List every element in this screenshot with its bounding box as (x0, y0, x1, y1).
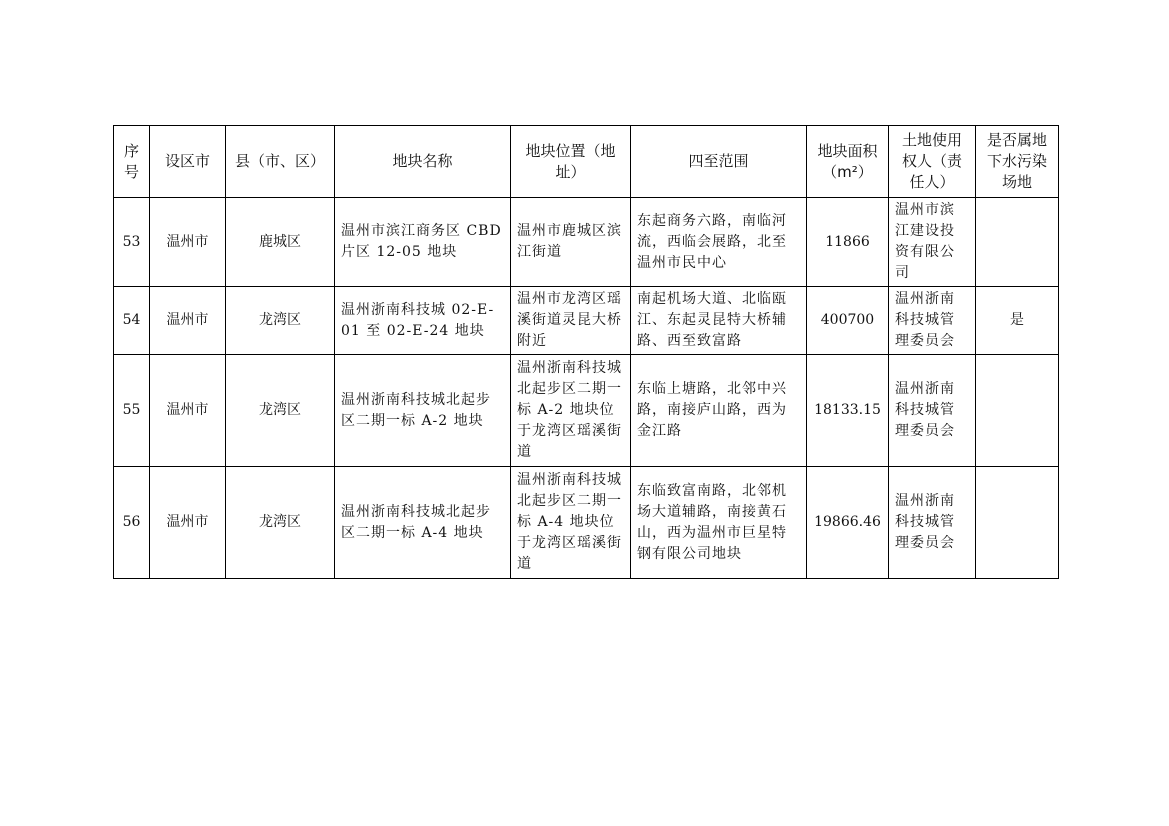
cell-city: 温州市 (150, 355, 226, 467)
table-row (114, 467, 1059, 579)
header-seq: 序号 (114, 126, 150, 198)
cell-county: 龙湾区 (226, 467, 335, 579)
cell-name: 温州浙南科技城 02-E-01 至 02-E-24 地块 (335, 287, 511, 355)
cell-groundwater: 是 (976, 287, 1059, 355)
cell-seq: 54 (114, 287, 150, 355)
header-area: 地块面积（m²） (807, 126, 889, 198)
cell-area: 18133.15 (807, 355, 889, 467)
header-location: 地块位置（地址） (511, 126, 631, 198)
table-header-row (114, 126, 1059, 198)
cell-location: 温州浙南科技城北起步区二期一标 A-2 地块位于龙湾区瑶溪街道 (511, 355, 631, 467)
cell-owner: 温州浙南科技城管理委员会 (889, 355, 976, 467)
cell-bounds: 南起机场大道、北临瓯江、东起灵昆特大桥辅路、西至致富路 (631, 287, 807, 355)
header-bounds: 四至范围 (631, 126, 807, 198)
cell-name: 温州浙南科技城北起步区二期一标 A-4 地块 (335, 467, 511, 579)
cell-area: 19866.46 (807, 467, 889, 579)
cell-county: 鹿城区 (226, 198, 335, 287)
table-row (114, 287, 1059, 355)
table-row (114, 198, 1059, 287)
cell-location: 温州浙南科技城北起步区二期一标 A-4 地块位于龙湾区瑶溪街道 (511, 467, 631, 579)
table-row (114, 355, 1059, 467)
cell-groundwater (976, 355, 1059, 467)
cell-location: 温州市龙湾区瑶溪街道灵昆大桥附近 (511, 287, 631, 355)
cell-bounds: 东临致富南路，北邻机场大道辅路，南接黄石山，西为温州市巨星特钢有限公司地块 (631, 467, 807, 579)
cell-county: 龙湾区 (226, 355, 335, 467)
cell-name: 温州浙南科技城北起步区二期一标 A-2 地块 (335, 355, 511, 467)
header-city: 设区市 (150, 126, 226, 198)
cell-city: 温州市 (150, 287, 226, 355)
cell-seq: 55 (114, 355, 150, 467)
cell-county: 龙湾区 (226, 287, 335, 355)
cell-bounds: 东临上塘路，北邻中兴路，南接庐山路，西为金江路 (631, 355, 807, 467)
header-county: 县（市、区） (226, 126, 335, 198)
header-owner: 土地使用权人（责任人） (889, 126, 976, 198)
cell-seq: 56 (114, 467, 150, 579)
cell-owner: 温州市滨江建设投资有限公司 (889, 198, 976, 287)
cell-groundwater (976, 198, 1059, 287)
cell-owner: 温州浙南科技城管理委员会 (889, 467, 976, 579)
cell-owner: 温州浙南科技城管理委员会 (889, 287, 976, 355)
cell-groundwater (976, 467, 1059, 579)
header-name: 地块名称 (335, 126, 511, 198)
cell-seq: 53 (114, 198, 150, 287)
land-parcel-table (113, 125, 1059, 579)
cell-name: 温州市滨江商务区 CBD 片区 12-05 地块 (335, 198, 511, 287)
cell-city: 温州市 (150, 198, 226, 287)
cell-location: 温州市鹿城区滨江街道 (511, 198, 631, 287)
cell-city: 温州市 (150, 467, 226, 579)
cell-area: 11866 (807, 198, 889, 287)
header-groundwater: 是否属地下水污染场地 (976, 126, 1059, 198)
cell-bounds: 东起商务六路，南临河流，西临会展路，北至温州市民中心 (631, 198, 807, 287)
cell-area: 400700 (807, 287, 889, 355)
